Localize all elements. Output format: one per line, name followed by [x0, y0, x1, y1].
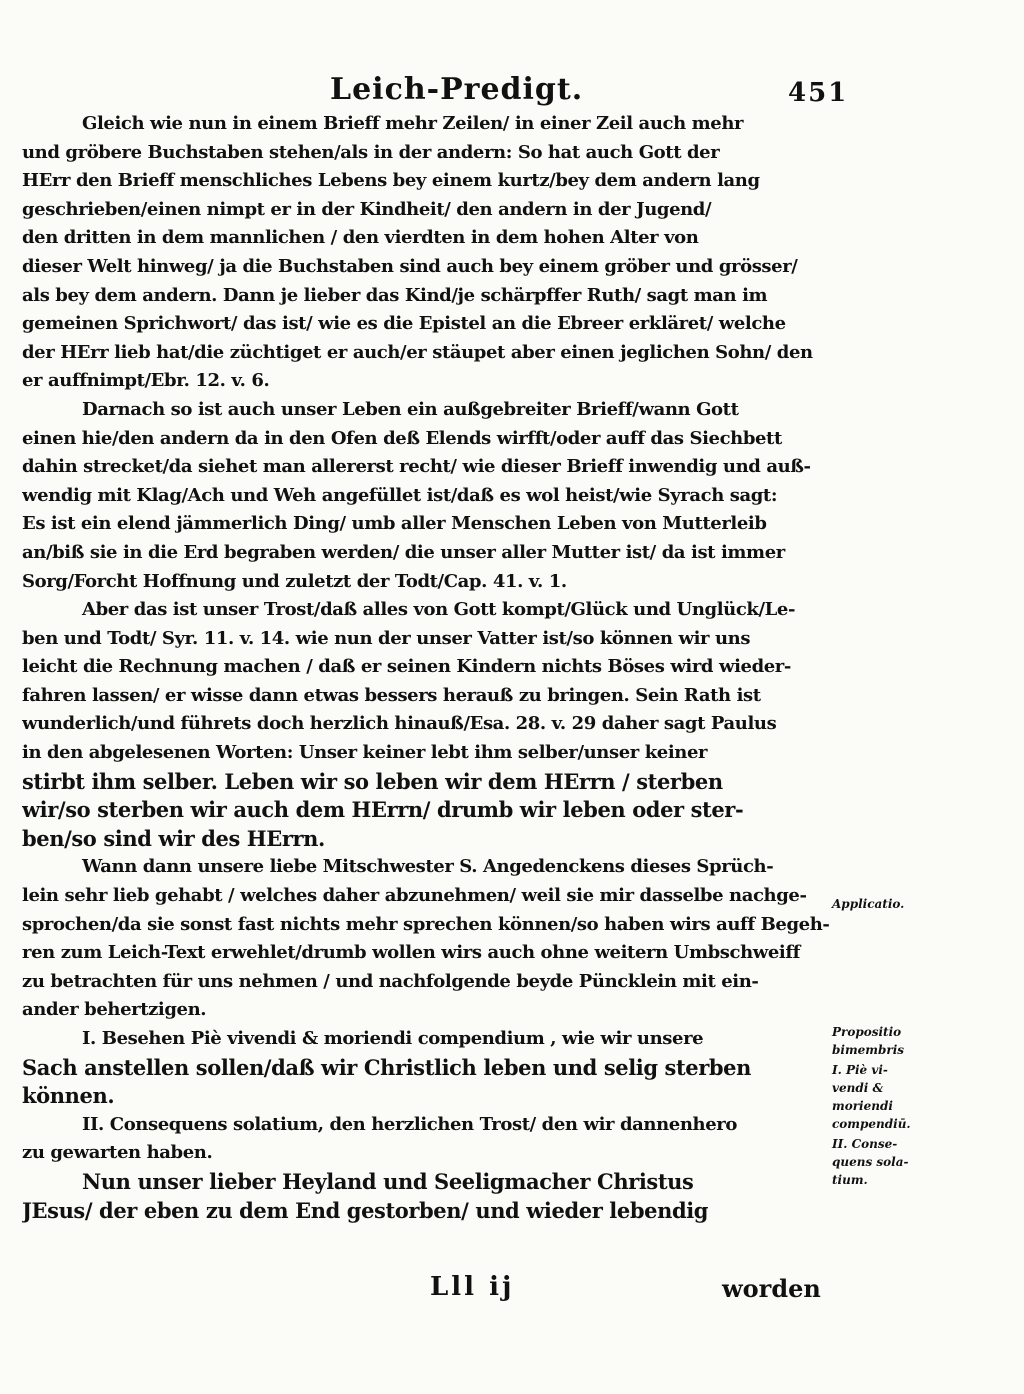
text-line: gemeinen Sprichwort/ das ist/ wie es die Epistel an die Ebreer erkläret/ welche: [22, 313, 786, 335]
text-line: I. Besehen Piè vivendi & moriendi compendium , wie wir unsere: [82, 1028, 704, 1049]
text-line: stirbt ihm selber. Leben wir so leben wir dem HErrn / sterben: [22, 768, 723, 794]
text-line: Gleich wie nun in einem Brieff mehr Zeilen/ in einer Zeil auch mehr: [82, 113, 744, 134]
text-line: zu betrachten für uns nehmen / und nachfolgende beyde Püncklein mit ein-: [22, 970, 759, 992]
margin-notes: [832, 895, 942, 1199]
text-line: wir/so sterben wir auch dem HErrn/ drumb wir leben oder ster-: [22, 797, 744, 823]
text-line: Nun unser lieber Heyland und Seeligmacher Christus: [82, 1168, 694, 1194]
text-line: dieser Welt hinweg/ ja die Buchstaben sind auch bey einem gröber und grösser/: [22, 255, 798, 277]
text-line: Sach anstellen sollen/daß wir Christlich leben und selig sterben: [22, 1054, 752, 1080]
text-line: ander behertzigen.: [22, 999, 207, 1021]
text-line: an/biß sie in die Erd begraben werden/ die unser aller Mutter ist/ da ist immer: [22, 541, 785, 563]
body-text: [22, 110, 840, 1225]
margin-note-consequens: II. Conse- quens sola- tium.: [832, 1137, 909, 1187]
text-line: er auffnimpt/Ebr. 12. v. 6.: [22, 370, 270, 392]
text-line: Darnach so ist auch unser Leben ein außgebreiter Brieff/wann Gott: [82, 398, 739, 420]
margin-note-pie-vivendi: I. Piè vi- vendi & moriendi compendiū.: [832, 1063, 911, 1131]
text-line: zu gewarten haben.: [22, 1142, 213, 1164]
text-line: geschrieben/einen nimpt er in der Kindheit/ den andern in der Jugend/: [22, 198, 712, 220]
text-line: ben/so sind wir des HErrn.: [22, 825, 325, 851]
text-line: können.: [22, 1083, 115, 1109]
text-line: und gröbere Buchstaben stehen/als in der andern: So hat auch Gott der: [22, 141, 720, 163]
text-line: leicht die Rechnung machen / daß er seinen Kindern nichts Böses wird wieder-: [22, 656, 791, 678]
text-line: HErr den Brieff menschliches Lebens bey einem kurtz/bey dem andern lang: [22, 170, 760, 192]
text-line: wendig mit Klag/Ach und Weh angefüllet ist/daß es wol heist/wie Syrach sagt:: [22, 484, 778, 506]
text-line: JEsus/ der eben zu dem End gestorben/ und wieder lebendig: [22, 1197, 709, 1223]
text-line: ren zum Leich-Text erwehlet/drumb wollen wirs auch ohne weitern Umbschweiff: [22, 942, 801, 964]
catchword: worden: [722, 1274, 821, 1303]
text-line: in den abgelesenen Worten: Unser keiner lebt ihm selber/unser keiner: [22, 742, 708, 764]
text-line: fahren lassen/ er wisse dann etwas bessers herauß zu bringen. Sein Rath ist: [22, 684, 761, 706]
text-line: Aber das ist unser Trost/daß alles von Gott kompt/Glück und Unglück/Le-: [82, 599, 796, 621]
text-line: Es ist ein elend jämmerlich Ding/ umb aller Menschen Leben von Mutterleib: [22, 513, 767, 535]
page-footer: [0, 1272, 1024, 1312]
text-line: lein sehr lieb gehabt / welches daher abzunehmen/ weil sie mir dasselbe nachge-: [22, 885, 807, 907]
running-head: [0, 72, 1024, 112]
running-title: Leich-Predigt.: [330, 72, 584, 107]
text-line: den dritten in dem mannlichen / den vierdten in dem hohen Alter von: [22, 227, 699, 249]
text-line: einen hie/den andern da in den Ofen deß Elends wirfft/oder auff das Siechbett: [22, 427, 782, 449]
signature-mark: Lll ij: [430, 1272, 515, 1302]
text-line: wunderlich/und führets doch herzlich hinauß/Esa. 28. v. 29 daher sagt Paulus: [22, 713, 777, 735]
text-line: der HErr lieb hat/die züchtiget er auch/er stäupet aber einen jeglichen Sohn/ den: [22, 341, 813, 363]
text-line: sprochen/da sie sonst fast nichts mehr sprechen können/so haben wirs auff Begeh-: [22, 913, 830, 935]
margin-note-applicatio: Applicatio.: [832, 897, 905, 911]
text-line: Wann dann unsere liebe Mitschwester S. Angedenckens dieses Sprüch-: [82, 856, 774, 878]
text-line: Sorg/Forcht Hoffnung und zuletzt der Todt/Cap. 41. v. 1.: [22, 570, 567, 592]
text-line: dahin strecket/da siehet man allererst recht/ wie dieser Brieff inwendig und auß-: [22, 456, 811, 478]
page-number: 451: [788, 78, 849, 108]
margin-note-propositio: Propositio bimembris: [832, 1025, 905, 1057]
text-line: als bey dem andern. Dann je lieber das Kind/je schärpffer Ruth/ sagt man im: [22, 284, 768, 306]
text-line: II. Consequens solatium, den herzlichen Trost/ den wir dannenhero: [82, 1113, 737, 1135]
text-line: ben und Todt/ Syr. 11. v. 14. wie nun der unser Vatter ist/so können wir uns: [22, 627, 751, 649]
